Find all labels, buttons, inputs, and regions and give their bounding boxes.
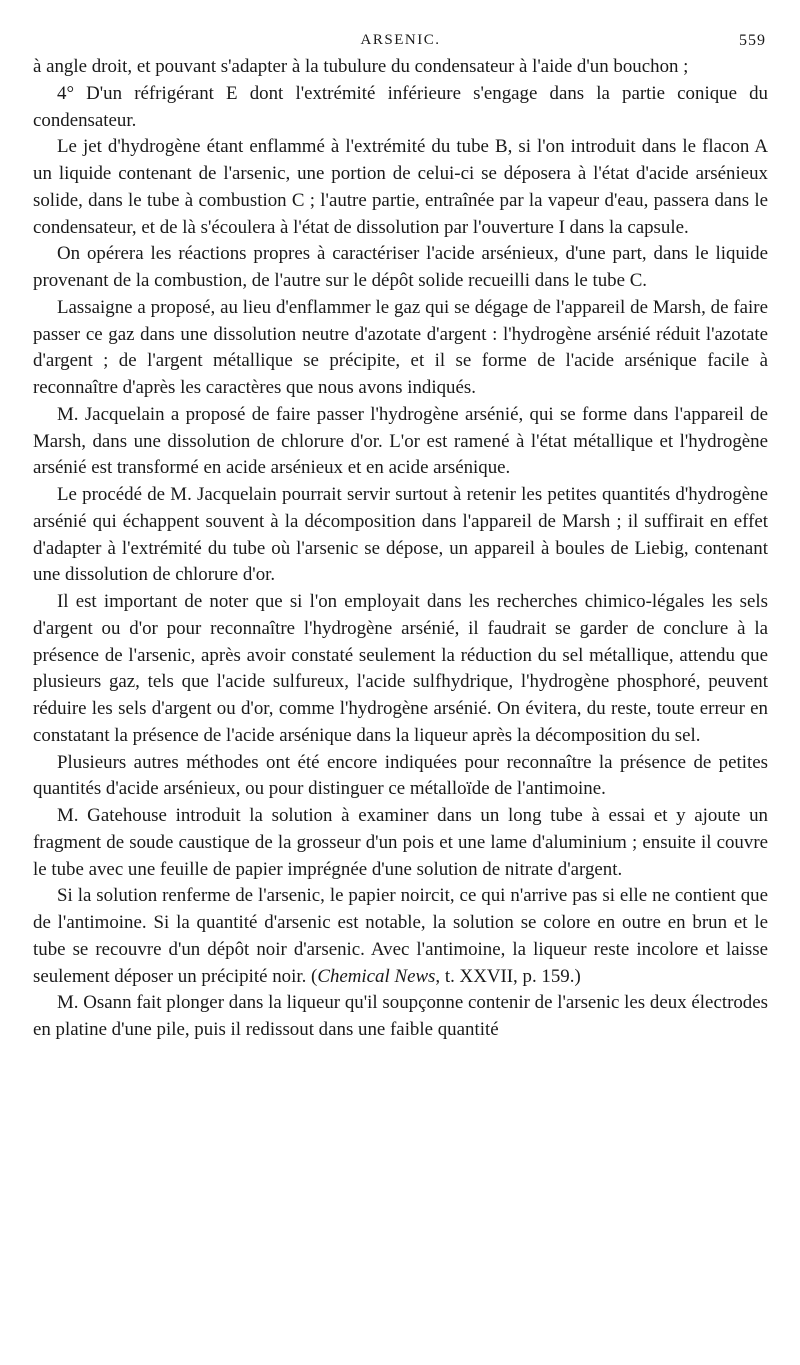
paragraph-continued: à angle droit, et pouvant s'adapter à la tubulure du condensateur à l'aide d'un bouchon ; [33, 56, 689, 77]
running-header [33, 28, 768, 54]
citation-open: ( [311, 965, 318, 987]
paragraph-jacquelain: M. Jacquelain a proposé de faire passer l'hydrogène arsénié, qui se forme dans l'appareil de Marsh, dans une dissolution de chlorure d'or. L'or est ramené à l'état métallique et l'hydrogène arsénié est transformé en acide arsénieux et en acide arsénique. [33, 403, 768, 479]
paragraph-refrigerant: 4° D'un réfrigérant E dont l'extrémité inférieure s'engage dans la partie conique du condensateur. [33, 82, 768, 131]
citation-rest: , t. XXVII, p. 159.) [435, 965, 581, 987]
paragraph-solution-text: Si la solution renferme de l'arsenic, le papier noircit, ce qui n'arrive pas si elle ne contient que de l'antimoine. Si la quantité d'arsenic est notable, la solution se colore en outre en brun et le tube se recouvre d'un dépôt noir d'arsenic. Avec l'antimoine, la liqueur reste incolore et laisse seulement déposer un précipité noir. [33, 885, 768, 987]
running-title: ARSENIC. [360, 32, 441, 48]
page-body [33, 54, 768, 1044]
paragraph-important-note: Il est important de noter que si l'on employait dans les recherches chimico-légales les sels d'argent ou d'or pour reconnaître l'hydrogène arsénié, il faudrait se garder de conclure à la présence de l'arsenic, après avoir constaté seulement la réduction du sel métallique, attendu que plusieurs gaz, tels que l'acide sulfureux, l'acide sulfhydrique, l'hydrogène phosphoré, peuvent réduire les sels d'argent ou d'or, comme l'hydrogène arsénié. On évitera, du reste, toute erreur en constatant la présence de l'acide arsénique dans la liqueur après la décomposition du sel. [33, 591, 768, 746]
paragraph-gatehouse: M. Gatehouse introduit la solution à examiner dans un long tube à essai et y ajoute un fragment de soude caustique de la grosseur d'un pois et une lame d'aluminium ; ensuite il couvre le tube avec une feuille de papier imprégnée d'une solution de nitrate d'argent. [33, 805, 768, 880]
paragraph-lassaigne: Lassaigne a proposé, au lieu d'enflammer le gaz qui se dégage de l'appareil de Marsh, de faire passer ce gaz dans une dissolution neutre d'azotate d'argent : l'hydrogène arsénié réduit l'azotate d'argent ; de l'argent métallique se précipite, et il se forme de l'acide arsénique facile à reconnaître d'après les caractères que nous avons indiqués. [33, 296, 768, 398]
citation-journal: Chemical News [317, 965, 436, 987]
paragraph-osann: M. Osann fait plonger dans la liqueur qu'il soupçonne contenir de l'arsenic les deux électrodes en platine d'une pile, puis il redissout dans une faible quantité [33, 992, 768, 1040]
paragraph-solution-result [33, 883, 768, 990]
paragraph-jacquelain-procedure: Le procédé de M. Jacquelain pourrait servir surtout à retenir les petites quantités d'hydrogène arsénié qui échappent souvent à la décomposition dans l'appareil de Marsh ; il suffirait en effet d'adapter à l'extrémité du tube où l'arsenic se dépose, un appareil à boules de Liebig, contenant une dissolution de chlorure d'or. [33, 484, 768, 586]
page-number: 559 [739, 32, 766, 49]
paragraph-other-methods: Plusieurs autres méthodes ont été encore indiquées pour reconnaître la présence de petites quantités d'acide arsénieux, ou pour distinguer ce métalloïde de l'antimoine. [33, 751, 768, 800]
paragraph-reactions: On opérera les réactions propres à caractériser l'acide arsénieux, d'une part, dans le liquide provenant de la combustion, de l'autre sur le dépôt solide recueilli dans le tube C. [33, 243, 768, 291]
paragraph-hydrogen-jet: Le jet d'hydrogène étant enflammé à l'extrémité du tube B, si l'on introduit dans le flacon A un liquide contenant de l'arsenic, une portion de celui-ci se déposera à l'état d'acide arsénieux solide, dans le tube à combustion C ; l'autre partie, entraînée par la vapeur d'eau, passera dans le condensateur, et de là s'écoulera à l'état de dissolution par l'ouverture I dans la capsule. [33, 136, 768, 238]
